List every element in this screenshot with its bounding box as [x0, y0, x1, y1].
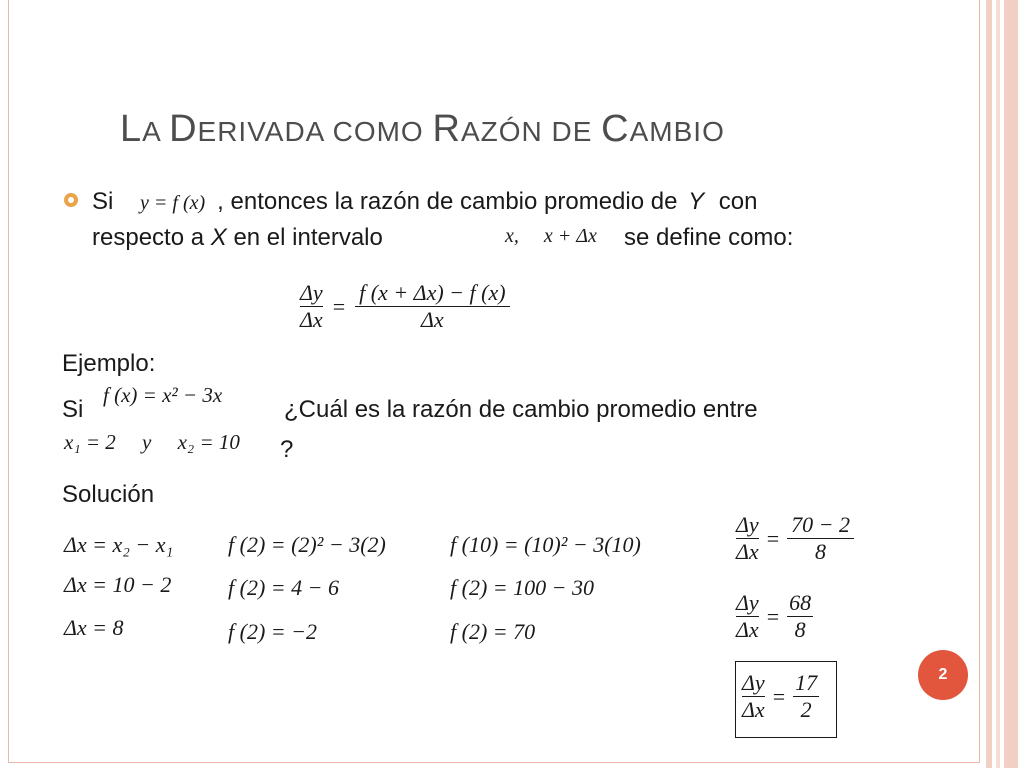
bullet-X: X — [210, 224, 227, 251]
solution-label: Solución — [62, 481, 155, 508]
title-cap-1: D — [169, 108, 198, 150]
bullet-function: y = f (x) — [140, 192, 206, 214]
definition-lhs-num: Δy — [300, 280, 323, 305]
bullet-text-1: , entonces la razón de cambio promedio de — [217, 188, 678, 215]
title-cap-0: L — [120, 108, 143, 150]
definition-lhs-den: Δx — [300, 307, 323, 332]
right-stripe-3 — [1004, 0, 1018, 768]
result-fraction-2: $\frac{\Delta y}{\Delta x}$ = $\frac{68}{8}$ — [736, 590, 812, 642]
title-rest-3: AMBIO — [629, 116, 725, 147]
example-si: Si — [62, 396, 84, 423]
bullet-text-2c: se define como: — [624, 224, 794, 251]
r3-rden: 2 — [800, 697, 812, 722]
title-cap-3: C — [601, 108, 630, 150]
definition-lhs-fraction — [300, 280, 323, 333]
example-function: f (x) = x² − 3x — [103, 383, 223, 407]
r2-rden: 8 — [794, 617, 806, 642]
bullet-text-2b: en el intervalo — [233, 224, 383, 251]
bullet-icon — [64, 193, 78, 207]
definition-rhs-fraction — [355, 280, 509, 333]
title-rest-1: ERIVADA COMO — [197, 116, 433, 147]
r1-rnum: 70 − 2 — [791, 512, 850, 537]
right-stripe-1 — [986, 0, 992, 768]
bullet-interval: x, x + Δx — [505, 225, 597, 247]
solution-col2-row2: f (2) = 4 − 6 — [228, 575, 339, 600]
example-label: Ejemplo: — [62, 350, 156, 377]
r2-den: Δx — [736, 617, 759, 642]
title-rest-0: A — [142, 116, 170, 147]
example-question-mark: ? — [280, 436, 294, 463]
title-rest-2: AZÓN DE — [460, 116, 602, 147]
result-fraction-1: $\frac{\Delta y}{\Delta x}$ = $\frac{70 - 2}{8}$ — [736, 512, 854, 565]
definition-rhs-num: f (x + Δx) − f (x) — [359, 280, 506, 305]
solution-col1-row1: Δx = x₂ − x₁ — [64, 532, 174, 557]
bullet-line-2 — [92, 224, 383, 252]
r3-num: Δy — [742, 670, 765, 695]
solution-col3-row1: f (10) = (10)² − 3(10) — [450, 532, 641, 557]
solution-col1-row3: Δx = 8 — [64, 615, 124, 640]
definition-rhs-den: Δx — [420, 307, 444, 332]
solution-col2-row1: f (2) = (2)² − 3(2) — [228, 532, 386, 557]
bullet-Y: Y — [688, 188, 705, 215]
r2-rnum: 68 — [789, 590, 812, 615]
solution-col3-row2: f (2) = 100 − 30 — [450, 575, 594, 600]
slide-title — [120, 108, 725, 151]
page-number-badge: 2 — [918, 650, 968, 700]
bullet-line-1 — [92, 188, 758, 216]
r1-den: Δx — [736, 539, 759, 564]
r1-rden: 8 — [815, 539, 827, 564]
r3-den: Δx — [742, 697, 765, 722]
example-question: ¿Cuál es la razón de cambio promedio entre — [284, 396, 758, 423]
solution-col3-row3: f (2) = 70 — [450, 619, 536, 644]
result-fraction-3: $\frac{\Delta y}{\Delta x}$ = $\frac{17}{2}$ — [742, 670, 818, 722]
bullet-text-2a: respecto a — [92, 224, 205, 251]
solution-col1-row2: Δx = 10 − 2 — [64, 572, 172, 597]
example-points: x₁ = 2 y x₂ = 10 — [64, 430, 240, 454]
r3-rnum: 17 — [795, 670, 818, 695]
definition-equals: = — [332, 293, 346, 319]
bullet-si: Si — [92, 188, 114, 215]
r1-num: Δy — [736, 512, 759, 537]
bullet-con: con — [718, 188, 758, 215]
title-cap-2: R — [432, 108, 461, 150]
r2-num: Δy — [736, 590, 759, 615]
definition-formula — [300, 280, 510, 333]
solution-col2-row3: f (2) = −2 — [228, 619, 317, 644]
right-stripe-2 — [996, 0, 1000, 768]
